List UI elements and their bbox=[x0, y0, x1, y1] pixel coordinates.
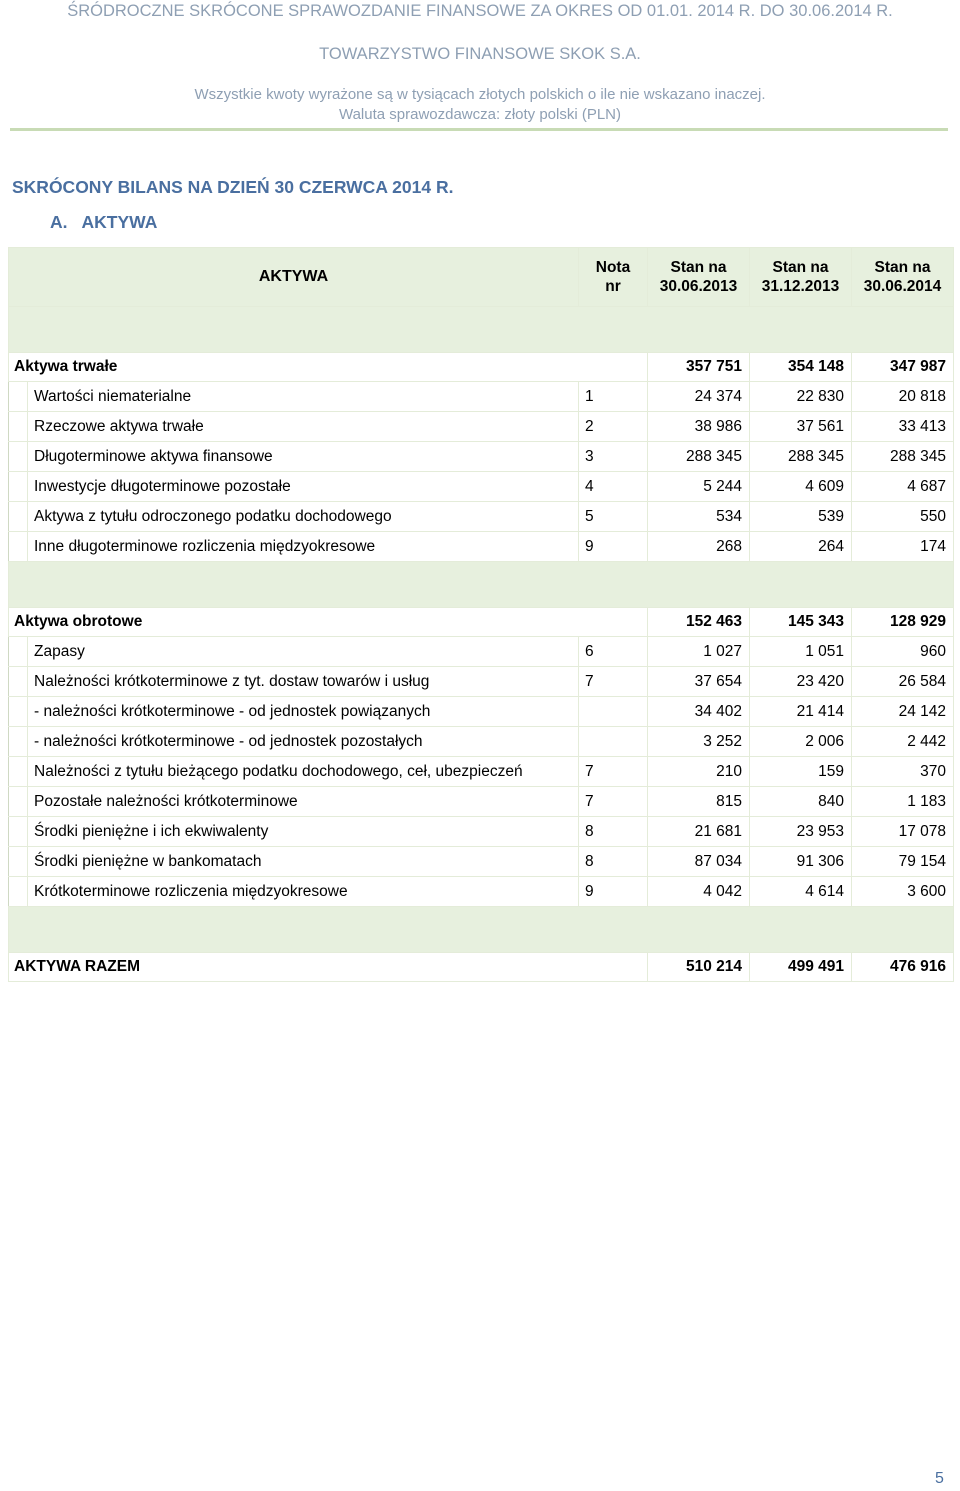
column-header-2013-12 bbox=[750, 248, 852, 307]
value-2013-12: 539 bbox=[750, 502, 852, 532]
value-2014-06: 347 987 bbox=[852, 353, 954, 382]
row-note: 7 bbox=[579, 757, 648, 787]
value-2013-12: 21 414 bbox=[750, 697, 852, 727]
table-row bbox=[9, 697, 954, 727]
spacer-row bbox=[9, 907, 954, 953]
section-row-current-assets bbox=[9, 608, 954, 637]
value-2013-12: 91 306 bbox=[750, 847, 852, 877]
header-divider bbox=[10, 128, 948, 131]
value-2014-06: 550 bbox=[852, 502, 954, 532]
row-note: 8 bbox=[579, 817, 648, 847]
row-label: Rzeczowe aktywa trwałe bbox=[28, 412, 579, 442]
value-2013-06: 534 bbox=[648, 502, 750, 532]
row-label: Środki pieniężne i ich ekwiwalenty bbox=[28, 817, 579, 847]
value-2014-06: 4 687 bbox=[852, 472, 954, 502]
value-2013-12: 1 051 bbox=[750, 637, 852, 667]
table-row bbox=[9, 877, 954, 907]
table-row bbox=[9, 442, 954, 472]
section-row-fixed-assets bbox=[9, 353, 954, 382]
row-note: 9 bbox=[579, 532, 648, 562]
value-2014-06: 26 584 bbox=[852, 667, 954, 697]
row-label: Inwestycje długoterminowe pozostałe bbox=[28, 472, 579, 502]
table-header-row bbox=[9, 248, 954, 307]
table-row bbox=[9, 667, 954, 697]
value-2014-06: 20 818 bbox=[852, 382, 954, 412]
row-label: Aktywa z tytułu odroczonego podatku dochodowego bbox=[28, 502, 579, 532]
value-2013-12: 2 006 bbox=[750, 727, 852, 757]
value-2014-06: 24 142 bbox=[852, 697, 954, 727]
value-2014-06: 960 bbox=[852, 637, 954, 667]
value-2013-06: 34 402 bbox=[648, 697, 750, 727]
value-2013-06: 510 214 bbox=[648, 953, 750, 982]
row-note: 2 bbox=[579, 412, 648, 442]
table-row bbox=[9, 502, 954, 532]
table-row bbox=[9, 472, 954, 502]
value-2013-12: 840 bbox=[750, 787, 852, 817]
row-note: 7 bbox=[579, 787, 648, 817]
value-2013-06: 815 bbox=[648, 787, 750, 817]
value-2013-06: 24 374 bbox=[648, 382, 750, 412]
row-label: - należności krótkoterminowe - od jednostek pozostałych bbox=[28, 727, 579, 757]
value-2013-12: 4 614 bbox=[750, 877, 852, 907]
row-note: 3 bbox=[579, 442, 648, 472]
row-label: Aktywa obrotowe bbox=[9, 608, 648, 637]
row-label: Pozostałe należności krótkoterminowe bbox=[28, 787, 579, 817]
value-2014-06: 2 442 bbox=[852, 727, 954, 757]
value-2013-06: 3 252 bbox=[648, 727, 750, 757]
row-note: 7 bbox=[579, 667, 648, 697]
value-2014-06: 174 bbox=[852, 532, 954, 562]
row-label: Inne długoterminowe rozliczenia międzyokresowe bbox=[28, 532, 579, 562]
header-note-l2: nr bbox=[605, 278, 621, 295]
column-header-2014-06 bbox=[852, 248, 954, 307]
column-header-2013-06 bbox=[648, 248, 750, 307]
company-name: TOWARZYSTWO FINANSOWE SKOK S.A. bbox=[319, 45, 641, 63]
row-note: 9 bbox=[579, 877, 648, 907]
value-2013-06: 4 042 bbox=[648, 877, 750, 907]
header-c1-l2: 30.06.2013 bbox=[659, 278, 738, 295]
value-2014-06: 79 154 bbox=[852, 847, 954, 877]
section-subtitle-text: AKTYWA bbox=[81, 212, 158, 232]
row-note: 5 bbox=[579, 502, 648, 532]
row-label: - należności krótkoterminowe - od jednostek powiązanych bbox=[28, 697, 579, 727]
header-note-l1: Nota bbox=[595, 258, 631, 276]
table-row bbox=[9, 412, 954, 442]
column-header-label: AKTYWA bbox=[9, 248, 579, 307]
balance-sheet-table bbox=[8, 247, 954, 982]
row-note bbox=[579, 697, 648, 727]
value-2013-06: 1 027 bbox=[648, 637, 750, 667]
value-2013-06: 210 bbox=[648, 757, 750, 787]
value-2013-06: 152 463 bbox=[648, 608, 750, 637]
report-header-title: ŚRÓDROCZNE SKRÓCONE SPRAWOZDANIE FINANSOWE ZA OKRES OD 01.01. 2014 R. DO 30.06.2014 R. bbox=[67, 2, 893, 20]
table-row bbox=[9, 817, 954, 847]
row-label: Wartości niematerialne bbox=[28, 382, 579, 412]
value-2014-06: 370 bbox=[852, 757, 954, 787]
header-c3-l2: 30.06.2014 bbox=[863, 278, 942, 295]
amounts-note: Wszystkie kwoty wyrażone są w tysiącach złotych polskich o ile nie wskazano inaczej. bbox=[194, 86, 766, 103]
currency-note: Waluta sprawozdawcza: złoty polski (PLN) bbox=[338, 106, 622, 123]
value-2013-06: 21 681 bbox=[648, 817, 750, 847]
row-label: AKTYWA RAZEM bbox=[9, 953, 648, 982]
value-2013-06: 87 034 bbox=[648, 847, 750, 877]
value-2013-12: 264 bbox=[750, 532, 852, 562]
row-note bbox=[579, 727, 648, 757]
value-2014-06: 17 078 bbox=[852, 817, 954, 847]
table-row bbox=[9, 757, 954, 787]
value-2013-06: 357 751 bbox=[648, 353, 750, 382]
row-label: Długoterminowe aktywa finansowe bbox=[28, 442, 579, 472]
value-2013-06: 38 986 bbox=[648, 412, 750, 442]
row-label: Zapasy bbox=[28, 637, 579, 667]
table-row bbox=[9, 637, 954, 667]
section-subtitle bbox=[50, 212, 157, 233]
row-label: Należności krótkoterminowe z tyt. dostaw towarów i usług bbox=[28, 667, 579, 697]
row-label: Należności z tytułu bieżącego podatku dochodowego, ceł, ubezpieczeń bbox=[28, 757, 579, 787]
header-c1-l1: Stan na bbox=[670, 258, 727, 276]
value-2013-06: 268 bbox=[648, 532, 750, 562]
value-2013-12: 23 953 bbox=[750, 817, 852, 847]
value-2013-12: 499 491 bbox=[750, 953, 852, 982]
value-2014-06: 288 345 bbox=[852, 442, 954, 472]
page-number: 5 bbox=[935, 1470, 944, 1487]
value-2013-12: 4 609 bbox=[750, 472, 852, 502]
header-c2-l2: 31.12.2013 bbox=[761, 278, 840, 295]
table-row bbox=[9, 727, 954, 757]
value-2014-06: 476 916 bbox=[852, 953, 954, 982]
value-2013-06: 288 345 bbox=[648, 442, 750, 472]
spacer-row bbox=[9, 562, 954, 608]
value-2014-06: 128 929 bbox=[852, 608, 954, 637]
header-c2-l1: Stan na bbox=[772, 258, 829, 276]
table-row bbox=[9, 847, 954, 877]
value-2013-12: 159 bbox=[750, 757, 852, 787]
row-label: Środki pieniężne w bankomatach bbox=[28, 847, 579, 877]
row-note: 8 bbox=[579, 847, 648, 877]
column-header-note bbox=[579, 248, 648, 307]
spacer-row bbox=[9, 307, 954, 353]
value-2013-06: 5 244 bbox=[648, 472, 750, 502]
value-2014-06: 1 183 bbox=[852, 787, 954, 817]
row-label: Aktywa trwałe bbox=[9, 353, 648, 382]
table-row bbox=[9, 382, 954, 412]
value-2013-06: 37 654 bbox=[648, 667, 750, 697]
row-label: Krótkoterminowe rozliczenia międzyokresowe bbox=[28, 877, 579, 907]
value-2014-06: 3 600 bbox=[852, 877, 954, 907]
total-row bbox=[9, 953, 954, 982]
value-2014-06: 33 413 bbox=[852, 412, 954, 442]
value-2013-12: 354 148 bbox=[750, 353, 852, 382]
value-2013-12: 22 830 bbox=[750, 382, 852, 412]
row-note: 4 bbox=[579, 472, 648, 502]
header-c3-l1: Stan na bbox=[874, 258, 931, 276]
row-note: 1 bbox=[579, 382, 648, 412]
value-2013-12: 23 420 bbox=[750, 667, 852, 697]
value-2013-12: 288 345 bbox=[750, 442, 852, 472]
value-2013-12: 37 561 bbox=[750, 412, 852, 442]
page-title: SKRÓCONY BILANS NA DZIEŃ 30 CZERWCA 2014 R. bbox=[12, 177, 454, 197]
table-row bbox=[9, 787, 954, 817]
section-letter: A. bbox=[50, 212, 68, 232]
row-note: 6 bbox=[579, 637, 648, 667]
value-2013-12: 145 343 bbox=[750, 608, 852, 637]
table-row bbox=[9, 532, 954, 562]
